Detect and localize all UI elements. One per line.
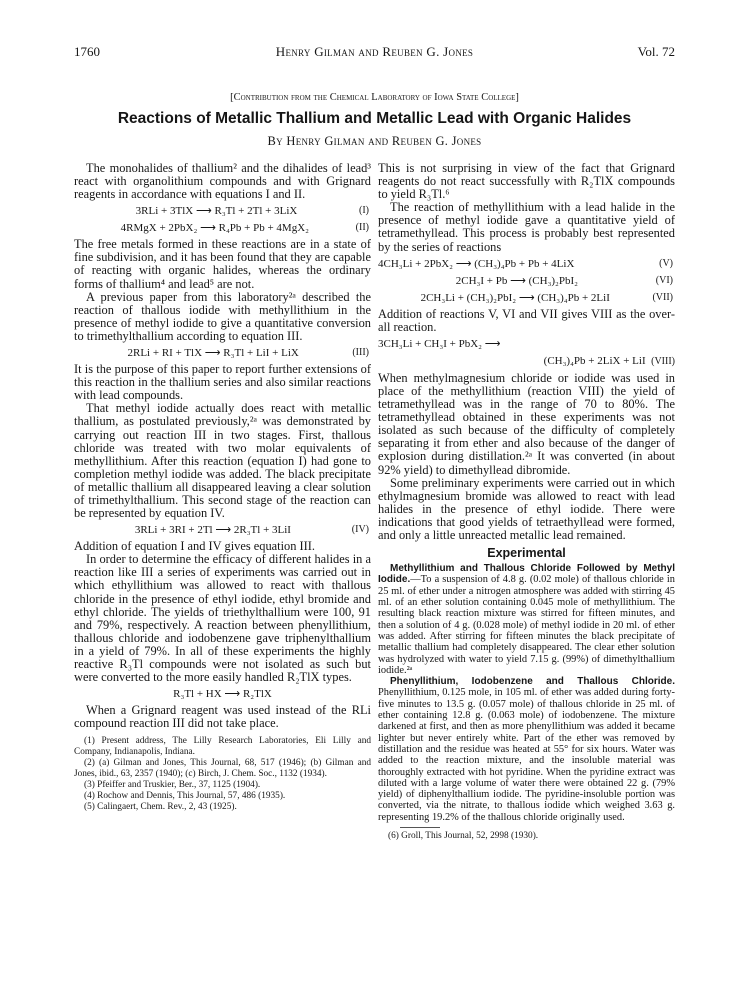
equation-text: (CH₃)₄Pb + 2LiX + LiI (543, 354, 646, 367)
contribution-line: [Contribution from the Chemical Laboratory of Iowa State College] (230, 92, 519, 103)
left-column (74, 162, 371, 813)
equation-text: R₃Tl + HX ⟶ R₂TlX (173, 688, 272, 701)
equation-VI (378, 274, 675, 288)
footnote-3: (3) Pfeiffer and Truskier, Ber., 37, 1125 (1904). (84, 780, 261, 791)
paragraph: It is the purpose of this paper to report further extensions of this reaction in the thallium series and also similar reactions with lead compounds. (74, 362, 371, 403)
footnote-rule (400, 827, 440, 828)
experiment-text: Phenyllithium, 0.125 mole, in 105 ml. of ether was added during forty-five minutes to 13.5 g. (0.057 mole) of thallous chloride in 25 ml. of ether containing 12.8 g. (0.063 mole) of iodobenzene. The mixture darkened at first, and then as more phenyllithium was added it became lighter but never entirely white. Part of the ether was removed by distillation and the residue was heated at 55° for six hours. Water was added to the reaction mixture, and the insoluble material was thoroughly extracted with hot pyridine. When the pyridine extract was diluted with a large volume of water there were obtained 22 g. (79% yield) of diphenylthallium iodide. The pyridine-insoluble portion was converted, via the nitrate, to thallous iodide which weighed 3.63 g. representing 19.2% of the thallous chloride originally used. (378, 687, 675, 823)
equation-I (74, 204, 371, 218)
footnote-5: (5) Calingaert, Chem. Rev., 2, 43 (1925). (84, 802, 237, 813)
equation-VIII-line2 (378, 354, 675, 369)
experiment-paragraph (378, 676, 675, 823)
byline: By Henry Gilman and Reuben G. Jones (267, 134, 482, 148)
footnote-2: (2) (a) Gilman and Jones, This Journal, 68, 517 (1946); (b) Gilman and Jones, ibid., 63, 2357 (1940); (c) Birch, J. Chem. Soc., 1132 (1934). (74, 758, 371, 780)
paragraph: The free metals formed in these reactions are in a state of fine subdivision, and it has been found that they are capable of reacting with organic halides, whereas the ordinary forms of thallium⁴ and lead⁵ are not. (74, 237, 371, 291)
equation-II (74, 221, 371, 235)
paragraph: When methylmagnesium chloride or iodide was used in place of the methyllithium (reaction VIII) the yield of tetramethyllead was in the range of 70 to 80%. The tetramethyllead obtained in these experiments was not isolated as such because of the difficulty of completely separating it from ether and also because of the danger of explosion during distillation.²ᵃ It was converted (in about 92% yield) to dimethyllead dibromide. (378, 370, 675, 477)
experiment-heading: Phenyllithium, Iodobenzene and Thallous Chloride. (390, 676, 675, 688)
equation-IV (74, 523, 371, 537)
equation-text: 2CH₃I + Pb ⟶ (CH₃)₂PbI₂ (455, 274, 579, 287)
paragraph: That methyl iodide actually does react with metallic thallium, as postulated previously,²ᵃ was demonstrated by carrying out reaction III in two stages. First, thallous chloride was treated with two molar equivalents of methyllithium. After this reaction (equation I) had gone to completion methyl iodide was added. The black precipitate of metallic thallium all disappeared leaving a clear solution of trimethylthallium. This second stage of the reaction can be represented by equation IV. (74, 401, 371, 521)
paragraph: Addition of reactions V, VI and VII gives VIII as the over-all reaction. (378, 306, 675, 334)
section-heading: Experimental (487, 546, 566, 561)
running-title: Henry Gilman and Reuben G. Jones (275, 44, 474, 59)
equation-text: 2RLi + RI + TlX ⟶ R₃Tl + LiI + LiX (127, 347, 299, 360)
equation-text: 3CH₃Li + CH₃I + PbX₂ ⟶ (378, 337, 501, 350)
paragraph: A previous paper from this laboratory²ᵃ described the reaction of thallous iodide with methyllithium in the presence of methyl iodide to give a quantitative conversion to trimethylthallium according to equation III. (74, 289, 371, 343)
paragraph: Addition of equation I and IV gives equation III. (74, 539, 315, 554)
volume-label: Vol. 72 (637, 44, 675, 59)
footnote-1: (1) Present address, The Lilly Research Laboratories, Eli Lilly and Company, Indianapolis, Indiana. (74, 736, 371, 758)
equation-VII (378, 291, 675, 305)
equation-text: 3RLi + 3TlX ⟶ R₃Tl + 2Tl + 3LiX (135, 205, 298, 218)
equation-text: 4RMgX + 2PbX₂ ⟶ R₄Pb + Pb + 4MgX₂ (120, 222, 309, 235)
equation-V (378, 257, 675, 271)
running-header (74, 44, 675, 62)
equation-number: (IV) (351, 524, 369, 536)
paragraph: When a Grignard reagent was used instead of the RLi compound reaction III did not take place. (74, 703, 371, 731)
equation-VIII-line1 (378, 337, 675, 351)
experiment-paragraph (378, 563, 675, 676)
paragraph: The reaction of methyllithium with a lead halide in the presence of methyl iodide gave a quantitative yield of tetramethyllead. This process is probably best represented by the series of reactions (378, 200, 675, 254)
experiment-heading: Methyllithium and Thallous Chloride Followed by Methyl Iodide. (378, 563, 675, 586)
paragraph: In order to determine the efficacy of different halides in a reaction like III a series of experiments was carried out in which ethyllithium was allowed to react with thallous chloride in the presence of ethyl iodide, ethyl bromide and ethyl chloride. The yields of triethylthallium were 100, 91 and 79%, respectively. A reaction between phenyllithium, thallous chloride and iodobenzene gave triphenylthallium in a yield of 79%. In all of these experiments the highly reactive R₃Tl compounds were not isolated as such but were converted to the more easily handled R₂TlX types. (74, 552, 371, 685)
equation-text: 2CH₃Li + (CH₃)₂PbI₂ ⟶ (CH₃)₄Pb + 2LiI (420, 291, 610, 304)
equation-number: (VII) (652, 291, 673, 303)
equation-III (74, 346, 371, 360)
equation-number: (I) (359, 205, 369, 217)
equation-number: (III) (352, 347, 369, 359)
paragraph: The monohalides of thallium² and the dihalides of lead³ react with organolithium compounds and with Grignard reagents in accordance with equations I and II. (74, 161, 371, 202)
right-column (378, 162, 675, 842)
page-number: 1760 (74, 44, 100, 59)
footnote-6: (6) Groll, This Journal, 52, 2998 (1930). (388, 830, 539, 841)
equation-text: 3RLi + 3RI + 2Tl ⟶ 2R₃Tl + 3LiI (134, 524, 291, 537)
article-title: Reactions of Metallic Thallium and Metallic Lead with Organic Halides (117, 110, 632, 127)
equation-number: (V) (659, 257, 673, 269)
equation-number: (VI) (655, 274, 673, 286)
footnotes (74, 736, 371, 813)
footnote-4: (4) Rochow and Dennis, This Journal, 57, 486 (1935). (84, 791, 286, 802)
equation-text: 4CH₃Li + 2PbX₂ ⟶ (CH₃)₄Pb + Pb + 4LiX (378, 257, 575, 270)
equation-number: (VIII) (651, 355, 675, 367)
paragraph: Some preliminary experiments were carried out in which ethylmagnesium bromide was allowed to react with lead halides in the presence of ethyl iodide. There were indications that good yields of tetraethyllead were formed, and only a little unreacted metallic lead remained. (378, 475, 675, 542)
experiment-text: —To a suspension of 4.8 g. (0.02 mole) of thallous chloride in 25 ml. of ether under a nitrogen atmosphere was added with stirring 45 ml. of an ether solution containing 0.045 mole of methyllithium. The resulting black reaction mixture was stirred for fifteen minutes, and then a solution of 4 g. (0.028 mole) of methyl iodide in 20 ml. of ether was added. After stirring for fifteen minutes the black precipitate of metallic thallium had completely disappeared. The clear ether solution was hydrolyzed with water to yield 7.15 g. (99%) of dimethylthallium iodide.²ᵃ (378, 574, 675, 676)
equation-hx (74, 687, 371, 701)
equation-number: (II) (355, 222, 369, 234)
paragraph: This is not surprising in view of the fact that Grignard reagents do not react successfully with R₂TlX compounds to yield R₃Tl.⁶ (378, 161, 675, 202)
